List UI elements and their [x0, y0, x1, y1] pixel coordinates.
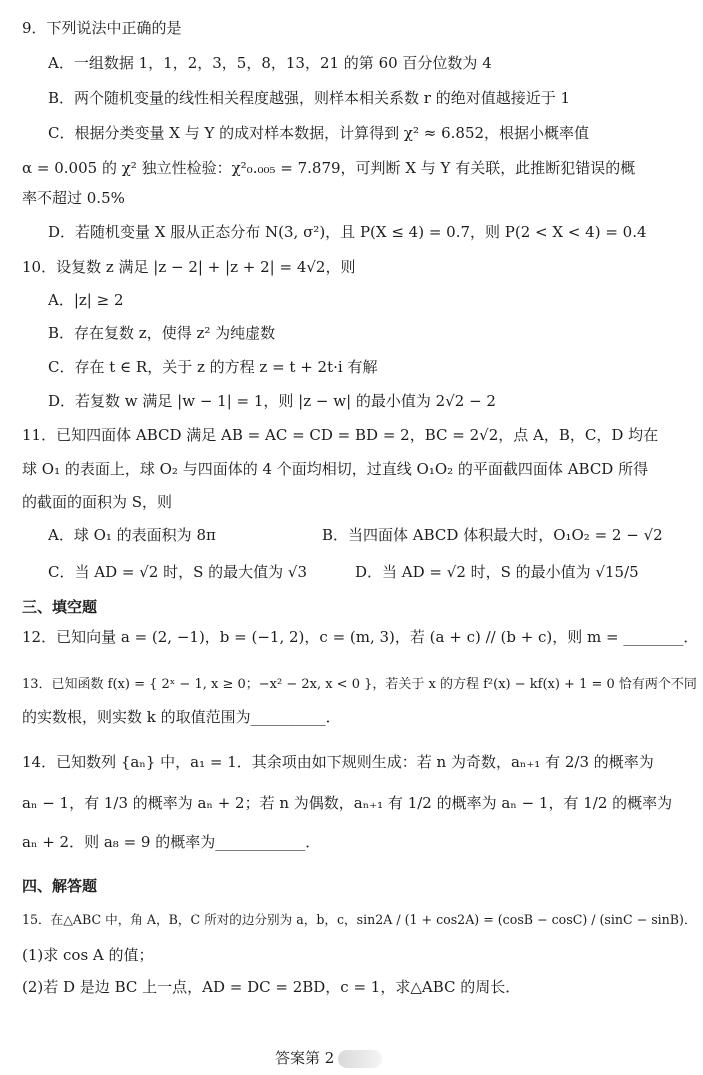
q15-line1: 15．在△ABC 中，角 A，B，C 所对的边分别为 a，b，c，sin2A / (1 + cos2A) = (cosB − cosC) / (sinC − sinB)． [22, 912, 697, 927]
q14-line3: aₙ + 2．则 a₈ = 9 的概率为____________． [22, 833, 321, 851]
q13-line1: 13．已知函数 f(x) = { 2ˣ − 1, x ≥ 0；−x² − 2x, x < 0 }，若关于 x 的方程 f²(x) − kf(x) + 1 = 0 恰有两个不同 [22, 677, 697, 692]
q9-option-a: A．一组数据 1，1，2，3，5，8，13，21 的第 60 百分位数为 4 [48, 54, 492, 72]
section-answer: 四、解答题 [22, 877, 98, 895]
q9-option-b: B．两个随机变量的线性相关程度越强，则样本相关系数 r 的绝对值越接近于 1 [48, 89, 571, 107]
q15-part2: (2)若 D 是边 BC 上一点，AD = DC = 2BD，c = 1，求△ABC 的周长． [22, 978, 521, 996]
q9-option-c-line2: α = 0.005 的 χ² 独立性检验：χ²₀.₀₀₅ = 7.879，可判断 X 与 Y 有关联，此推断犯错误的概 [22, 159, 636, 177]
q10-option-c: C．存在 t ∈ R，关于 z 的方程 z = t + 2t·i 有解 [48, 358, 378, 376]
page-footer: 答案第 2 [275, 1049, 335, 1067]
q9-option-d: D．若随机变量 X 服从正态分布 N(3, σ²)，且 P(X ≤ 4) = 0.7，则 P(2 < X < 4) = 0.4 [48, 223, 647, 241]
q14-line2: aₙ − 1，有 1/3 的概率为 aₙ + 2；若 n 为偶数，aₙ₊₁ 有 1/2 的概率为 aₙ − 1，有 1/2 的概率为 [22, 794, 673, 812]
q12: 12．已知向量 a = (2, −1)，b = (−1, 2)，c = (m, 3)，若 (a + c) // (b + c)，则 m = ________． [22, 628, 699, 646]
q10-option-b: B．存在复数 z，使得 z² 为纯虚数 [48, 324, 276, 342]
q11-stem-line2: 球 O₁ 的表面上，球 O₂ 与四面体的 4 个面均相切，过直线 O₁O₂ 的平面截四面体 ABCD 所得 [22, 460, 649, 478]
q13-line2: 的实数根，则实数 k 的取值范围为__________． [22, 708, 341, 726]
section-fill-in: 三、填空题 [22, 598, 98, 616]
q15-part1: (1)求 cos A 的值； [22, 946, 154, 964]
q9-option-c-line3: 率不超过 0.5% [22, 189, 125, 207]
q10-option-d: D．若复数 w 满足 |w − 1| = 1，则 |z − w| 的最小值为 2√2 − 2 [48, 392, 496, 410]
q10-option-a: A．|z| ≥ 2 [48, 291, 124, 309]
q9-stem: 9．下列说法中正确的是 [22, 19, 182, 37]
q9-option-c-line1: C．根据分类变量 X 与 Y 的成对样本数据，计算得到 χ² ≈ 6.852，根据小概率值 [48, 124, 590, 142]
q11-option-b: B．当四面体 ABCD 体积最大时，O₁O₂ = 2 − √2 [322, 526, 663, 544]
q11-stem-line1: 11．已知四面体 ABCD 满足 AB = AC = CD = BD = 2，BC = 2√2，点 A，B，C，D 均在 [22, 426, 659, 444]
q11-option-a: A．球 O₁ 的表面积为 8π [48, 526, 216, 544]
q14-line1: 14．已知数列 {aₙ} 中，a₁ = 1．其余项由如下规则生成：若 n 为奇数，aₙ₊₁ 有 2/3 的概率为 [22, 753, 654, 771]
q11-option-c: C．当 AD = √2 时，S 的最大值为 √3 [48, 563, 307, 581]
footer-watermark-blur [338, 1050, 382, 1068]
q10-stem: 10．设复数 z 满足 |z − 2| + |z + 2| = 4√2，则 [22, 258, 356, 276]
q11-option-d: D．当 AD = √2 时，S 的最小值为 √15/5 [355, 563, 639, 581]
q11-stem-line3: 的截面的面积为 S，则 [22, 493, 173, 511]
